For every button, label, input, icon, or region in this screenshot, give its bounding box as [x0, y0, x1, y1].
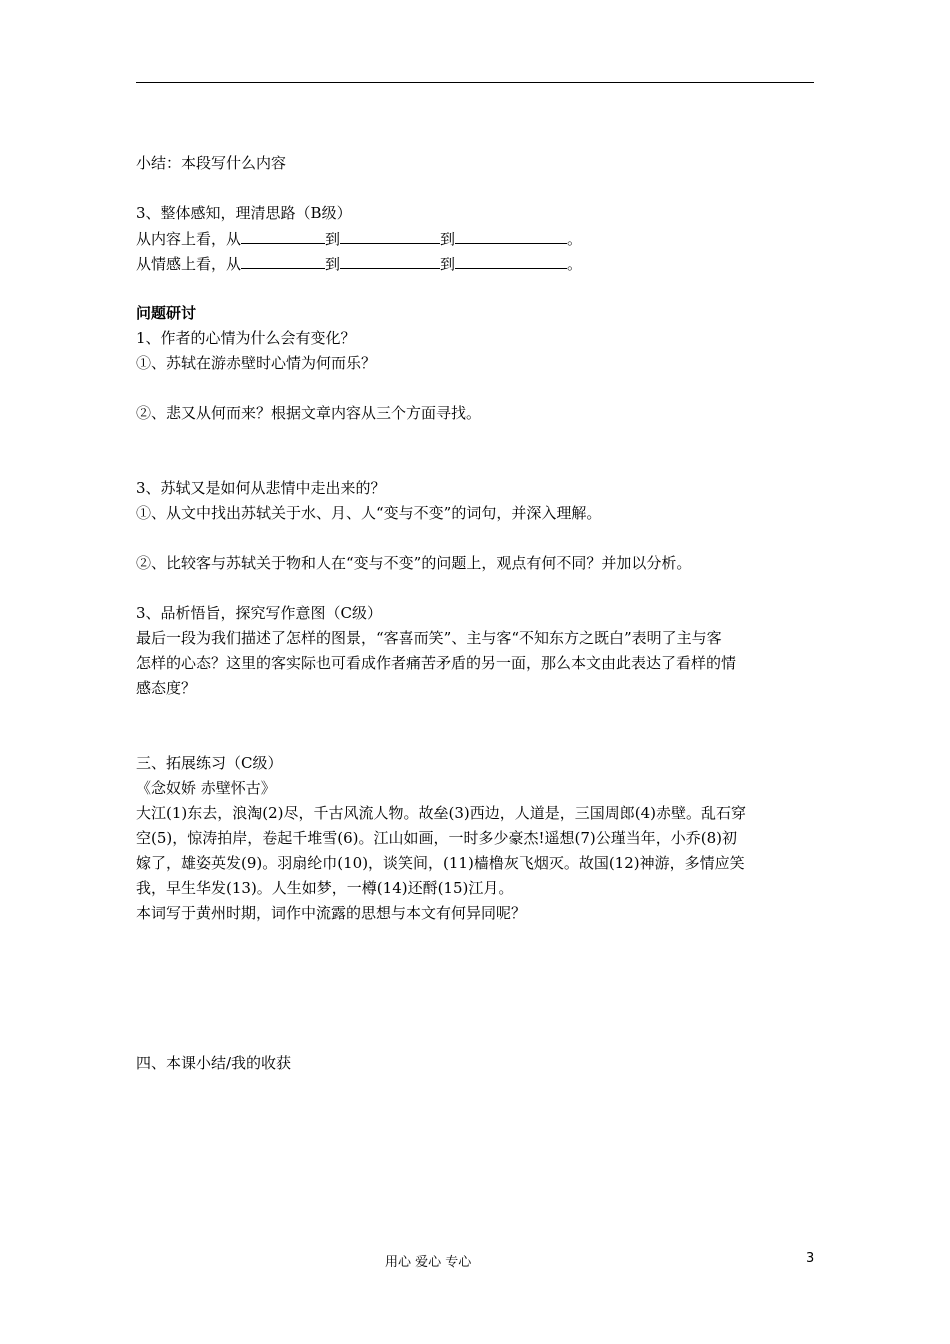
end-mark: 。 — [567, 230, 583, 248]
section-c-heading: 3、品析悟旨，探究写作意图（C级） — [136, 604, 383, 622]
content-blank-1[interactable] — [241, 228, 325, 244]
section-c-line: 怎样的心态？这里的客实际也可看成作者痛苦矛盾的另一面，那么本文由此表达了看样的情 — [136, 654, 737, 672]
discussion-title: 问题研讨 — [136, 304, 197, 322]
question-1a: ①、苏轼在游赤壁时心情为何而乐？ — [136, 354, 377, 372]
emotion-blank-1[interactable] — [241, 253, 325, 269]
poem-line: 我，早生华发(13)。人生如梦，一樽(14)还酹(15)江月。 — [136, 879, 514, 897]
closing-heading: 四、本课小结/我的收获 — [136, 1054, 292, 1072]
poem-line: 大江(1)东去，浪淘(2)尽，千古风流人物。故垒(3)西边，人道是，三国周郎(4)赤壁。乱石穿 — [136, 804, 746, 822]
summary-line: 小结：本段写什么内容 — [136, 154, 287, 172]
question-1: 1、作者的心情为什么会有变化？ — [136, 329, 356, 347]
content-fill-line — [136, 228, 582, 249]
question-3: 3、苏轼又是如何从悲情中走出来的？ — [136, 479, 386, 497]
section-b-heading: 3、整体感知，理清思路（B级） — [136, 204, 352, 222]
poem-title: 《念奴娇 赤壁怀古》 — [136, 779, 276, 797]
question-3b: ②、比较客与苏轼关于物和人在“变与不变”的问题上，观点有何不同？并加以分析。 — [136, 554, 692, 572]
footer-motto: 用心 爱心 专心 — [385, 1255, 472, 1270]
question-1b: ②、悲又从何而来？根据文章内容从三个方面寻找。 — [136, 404, 482, 422]
to-label: 到 — [440, 255, 456, 273]
section-c-line: 最后一段为我们描述了怎样的图景，“客喜而笑”、主与客“不知东方之既白”表明了主与客 — [136, 629, 722, 647]
to-label: 到 — [440, 230, 456, 248]
emotion-prefix: 从情感上看，从 — [136, 255, 242, 273]
poem-line: 空(5)，惊涛拍岸，卷起千堆雪(6)。江山如画，一时多少豪杰!遥想(7)公瑾当年，小乔(8)初 — [136, 829, 738, 847]
emotion-blank-2[interactable] — [340, 253, 440, 269]
end-mark: 。 — [567, 255, 583, 273]
extension-question: 本词写于黄州时期，词作中流露的思想与本文有何异同呢？ — [136, 904, 527, 922]
to-label: 到 — [325, 230, 341, 248]
header-rule — [136, 82, 814, 83]
content-blank-2[interactable] — [340, 228, 440, 244]
question-3a: ①、从文中找出苏轼关于水、月、人“变与不变”的词句，并深入理解。 — [136, 504, 602, 522]
emotion-blank-3[interactable] — [455, 253, 567, 269]
poem-line: 嫁了，雄姿英发(9)。羽扇纶巾(10)，谈笑间，(11)樯橹灰飞烟灭。故国(12)神游，多情应笑 — [136, 854, 745, 872]
extension-heading: 三、拓展练习（C级） — [136, 754, 283, 772]
to-label: 到 — [325, 255, 341, 273]
content-prefix: 从内容上看，从 — [136, 230, 242, 248]
page-number: 3 — [806, 1251, 815, 1266]
section-c-line: 感态度？ — [136, 679, 197, 697]
content-blank-3[interactable] — [455, 228, 567, 244]
emotion-fill-line — [136, 253, 582, 274]
